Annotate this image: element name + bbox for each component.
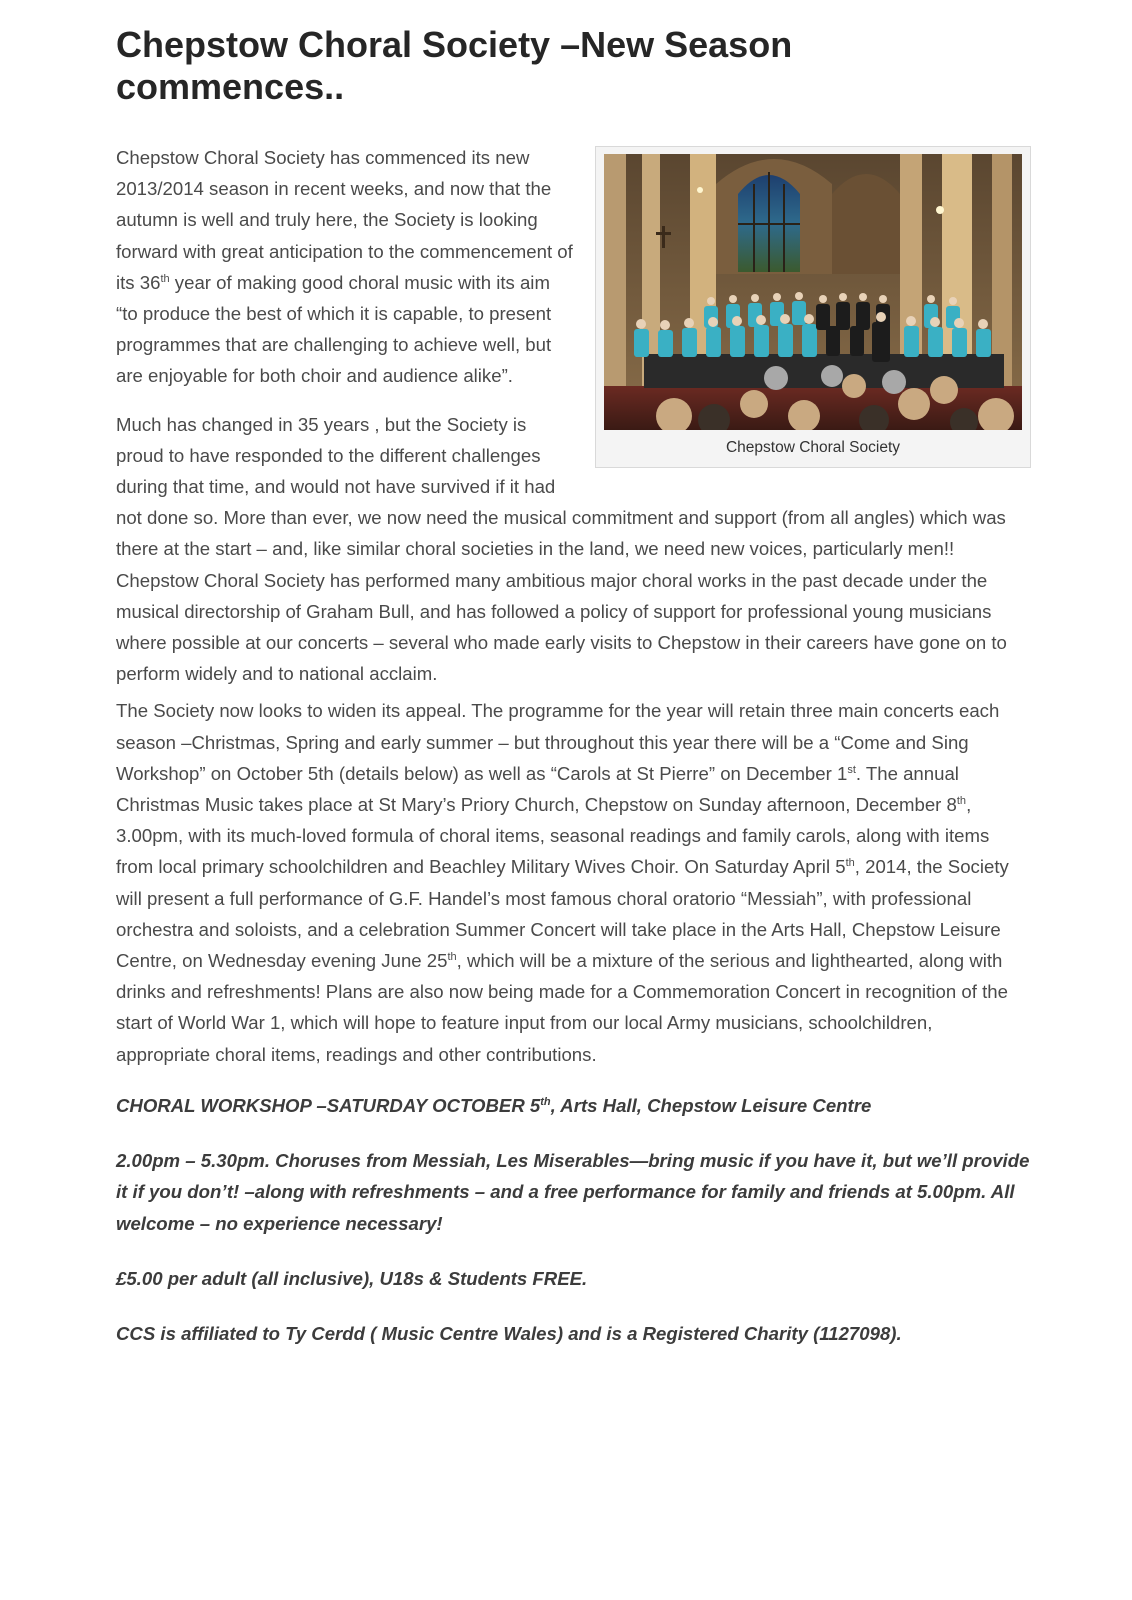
text-run: Chepstow Choral Society has commenced its new 2013/2014 season in recent weeks, and now that the autumn is well and truly here, the Society is looking forward with great anticipation to the commencement of its 36 <box>116 147 573 293</box>
workshop-details: 2.00pm – 5.30pm. Choruses from Messiah, Les Miserables—bring music if you have it, but we’ll provide it if you don’t! –along with refreshments – and a free performance for family and friends at 5.00pm. All welcome – no experience necessary! <box>116 1150 1030 1234</box>
text-run: , which will be a mixture of the serious and lighthearted, along with drinks and refreshments! Plans are also now being made for a Commemoration Concert in recognition of the start of World War 1, which will hope to feature input from our local Army musicians, schoolchildren, appropriate choral items, readings and other contributions. <box>116 950 1008 1065</box>
superscript: th <box>447 951 457 964</box>
charity-note: CCS is affiliated to Ty Cerdd ( Music Centre Wales) and is a Registered Charity (1127098). <box>116 1322 902 1344</box>
text-run: CHORAL WORKSHOP –SATURDAY OCTOBER 5 <box>116 1094 541 1116</box>
text-run: , 2014, the Society will present a full performance of G.F. Handel’s most famous choral oratorio “Messiah”, with professional orchestra and soloists, and a celebration Summer Concert will take place in the Arts Hall, Chepstow Leisure Centre, on Wednesday evening June 25 <box>116 856 1009 972</box>
choir-photo <box>604 154 1022 430</box>
text-run: , Arts Hall, Chepstow Leisure Centre <box>550 1094 872 1116</box>
superscript: th <box>956 795 967 808</box>
workshop-heading <box>116 1090 1031 1121</box>
text-run: The Society now looks to widen its appeal. The programme for the year will retain three main concerts each season –Christmas, Spring and early summer – but throughout this year there will be a “Come and Sing Workshop” on October 5th (details below) as well as “Carols at St Pierre” on December 1 <box>116 700 1000 784</box>
page-title: Chepstow Choral Society –New Season commences.. <box>116 24 793 107</box>
superscript: th <box>845 857 855 870</box>
text-run: year of making good choral music with its aim “to produce the best of which it is capable, to present programmes that are challenging to achieve well, but are enjoyable for both choir and audience alike”. <box>116 271 552 387</box>
paragraph-programme <box>116 695 1031 1069</box>
superscript: th <box>540 1095 551 1108</box>
superscript: st <box>847 763 856 776</box>
article-body <box>116 142 1031 1349</box>
workshop-price: £5.00 per adult (all inclusive), U18s & Students FREE. <box>116 1267 588 1289</box>
text-run: , 3.00pm, with its much-loved formula of choral items, seasonal readings and family carols, along with items from local primary schoolchildren and Beachley Military Wives Choir. On Saturday April 5 <box>116 794 990 878</box>
text-run: . The annual Christmas Music takes place at St Mary’s Priory Church, Chepstow on Sunday afternoon, December 8 <box>116 762 959 816</box>
superscript: th <box>160 272 170 285</box>
choir-figure <box>595 146 1031 468</box>
paragraph-history: Much has changed in 35 years , but the Society is proud to have responded to the different challenges during that time, and would not have survived if it had not done so. More than ever, we now need the musical commitment and support (from all angles) which was there at the start – and, like similar choral societies in the land, we need new voices, particularly men!! Chepstow Choral Society has performed many ambitious major choral works in the past decade under the musical directorship of Graham Bull, and has followed a policy of support for professional young musicians where possible at our concerts – several who made early visits to Chepstow in their careers have gone on to perform widely and to national acclaim. <box>116 413 1007 685</box>
figure-caption: Chepstow Choral Society <box>725 439 901 456</box>
